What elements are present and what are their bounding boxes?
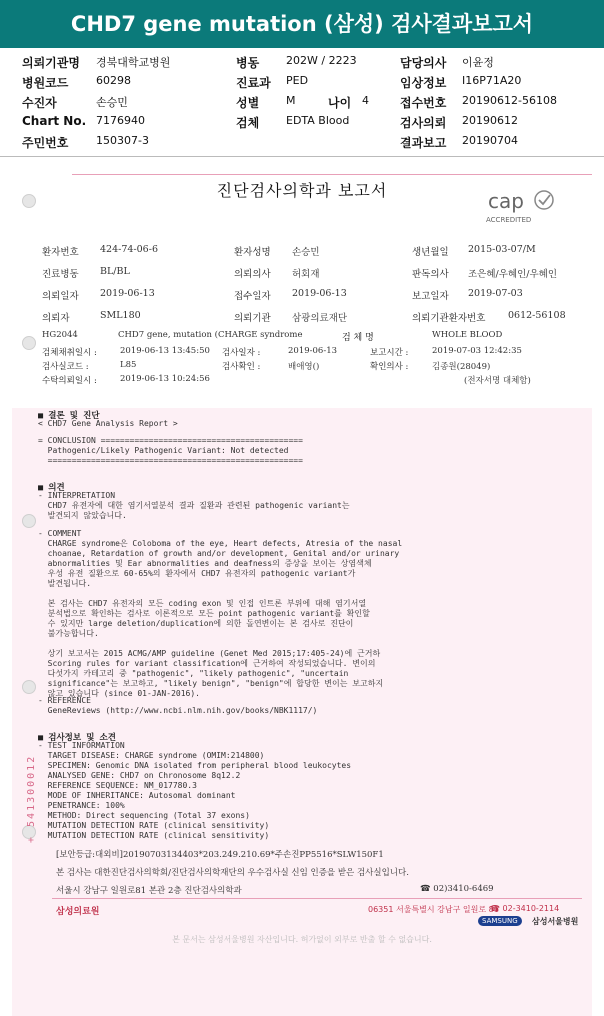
grid-value: 허회재	[292, 269, 320, 280]
label-result-date: 결과보고	[400, 136, 447, 150]
brand-footer	[12, 898, 592, 926]
grid-value: 삼광의료재단	[292, 313, 348, 324]
meta-label: 검사일자 :	[222, 348, 261, 358]
label-resident-no: 주민번호	[22, 136, 69, 150]
meta-label: 검사실코드 :	[42, 362, 89, 372]
value-sex: M	[286, 94, 296, 107]
meta-value: 2019-07-03 12:42:35	[432, 346, 522, 356]
header-divider	[0, 156, 604, 157]
comment-block: - COMMENT CHARGE syndrome은 Coloboma of the eye, Heart defects, Atresia of the nasal choanae, Retardation of growth and/or development, Genital and/or urinary abnormalities 및 Ear abnormalities and deafness의 증상을 보이는 상염색체 우성 유전 질환으로 60-65%의 환자에서 CHD7 유전자의 pathogenic variant가 발견됩니다. 본 검사는 CHD7 유전자의 모든 coding exon 및 인접 인트론 부위에 대해 염기서열 분석법으로 확인하는 검사로 이론적으로 모든 point pathogenic variant를 확인할 수 있지만 large deletion/duplication에 의한 돌연변이는 본 검사로 진단이 불가능합니다. 상기 보고서는 2015 ACMG/AMP guideline (Genet Med 2015;17:405-24)에 근거하 Scoring rules for variant classification에 근거하여 작성되었습니다. 변이의 다섯가지 카테고리 중 "pathogenic", "likely pathogenic", "uncertain significance"는 보고하고, "likely benign", "benign"에 합당한 변이는 보고하지 않고 있습니다 (since 01-JAN-2016).	[38, 529, 403, 698]
samsung-logo: SAMSUNG	[478, 916, 522, 926]
label-clinical-info: 임상정보	[400, 76, 447, 90]
test-name: CHD7 gene, mutation (CHARGE syndrome	[118, 330, 303, 340]
header-row-2	[0, 74, 604, 93]
value-institution: 경북대학교병원	[96, 56, 171, 69]
grid-value: 424-74-06-6	[100, 244, 158, 255]
conclusion-block: = CONCLUSION ========================================== Pathogenic/Likely Pathogenic Variant: Not detected =====================================================	[38, 436, 303, 465]
section-conclusion-heading: ■ 결론 및 진단	[38, 411, 100, 421]
grid-label: 의뢰일자	[42, 291, 79, 302]
svg-text:ACCREDITED: ACCREDITED	[486, 216, 532, 224]
grid-label: 환자번호	[42, 247, 79, 258]
header-row-5	[0, 134, 604, 153]
label-age: 나이	[328, 96, 352, 110]
specimen-label: 검 체 명	[342, 333, 374, 343]
label-institution: 의뢰기관명	[22, 56, 80, 70]
header-row-3	[0, 94, 604, 113]
report-title-banner: CHD7 gene mutation (삼성) 검사결과보고서	[0, 0, 604, 48]
value-chart-no: 7176940	[96, 114, 145, 127]
label-chart-no: Chart No.	[22, 114, 87, 128]
grid-label: 환자성명	[234, 247, 271, 258]
meta-value: 2019-06-13 13:45:50	[120, 346, 210, 356]
grid-label: 의뢰자	[42, 313, 70, 324]
confidential-watermark: 본 문서는 삼성서울병원 자산입니다. 허가없이 외부로 반출 할 수 없습니다.	[172, 935, 432, 944]
punch-hole	[22, 680, 36, 694]
grid-label: 접수일자	[234, 291, 271, 302]
meta-label: 수탁의뢰일시 :	[42, 376, 97, 386]
value-ward: 202W / 2223	[286, 54, 357, 67]
report-heading: 진단검사의학과 보고서	[216, 181, 388, 200]
security-line: [보안등급:대외비]20190703134403*203.249.210.69*주손진PP5516*SLW150F1	[56, 850, 384, 860]
brand-right-logo: 삼성서울병원	[532, 917, 579, 926]
punch-hole	[22, 514, 36, 528]
header-row-1	[0, 54, 604, 73]
value-doctor: 이윤정	[462, 56, 494, 69]
grid-value: 2015-03-07/M	[468, 244, 536, 255]
value-result-date: 20190704	[462, 134, 518, 147]
grid-label: 의뢰기관환자번호	[412, 313, 486, 324]
value-patient: 손승민	[96, 96, 128, 109]
testinfo-block: - TEST INFORMATION TARGET DISEASE: CHARGE syndrome (OMIM:214800) SPECIMEN: Genomic DNA isolated from peripheral blood leukocytes ANALYSED GENE: CHD7 on Chronosome 8q12.2 REFERENCE SEQUENCE: NM_017780.3 MODE OF INHERITANCE: Autosomal dominant PENETRANCE: 100% METHOD: Direct sequencing (Total 37 exons) MUTATION DETECTION RATE (clinical sensitivity) MUTATION DETECTION RATE (clinical sensitivity)	[38, 741, 352, 840]
header-row-4	[0, 114, 604, 133]
grid-value: 2019-07-03	[468, 288, 523, 299]
meta-value: 김종원(28049)	[432, 362, 491, 372]
meta-value: L85	[120, 360, 137, 370]
label-accession: 접수번호	[400, 96, 447, 110]
brand-left-logo: 삼성의료원	[56, 907, 100, 917]
meta-label: 검사확인 :	[222, 362, 261, 372]
value-resident-no: 150307-3	[96, 134, 149, 147]
svg-text:cap: cap	[488, 189, 524, 213]
grid-value: 2019-06-13	[292, 288, 347, 299]
grid-value: BL/BL	[100, 266, 130, 277]
grid-label: 의뢰의사	[234, 269, 271, 280]
grid-value: 조은혜/우혜인/우혜인	[468, 269, 557, 280]
reference-block: - REFERENCE GeneReviews (http://www.ncbi.nlm.nih.gov/books/NBK1117/)	[38, 696, 318, 715]
label-doctor: 담당의사	[400, 56, 447, 70]
interpretation-block: - INTERPRETATION CHD7 유전자에 대한 염기서열분석 결과 질환과 관련된 pathogenic variant는 발견되지 않았습니다.	[38, 491, 350, 520]
punch-hole	[22, 336, 36, 350]
value-age: 4	[362, 94, 369, 107]
label-ward: 병동	[236, 56, 260, 70]
meta-label: 검체채취일시 :	[42, 348, 97, 358]
grid-value: SML180	[100, 310, 141, 321]
lab-phone: ☎ 02)3410-6469	[420, 884, 494, 894]
meta-label: 확인의사 :	[370, 362, 409, 372]
esign-note: (전자서명 대체함)	[464, 376, 531, 386]
label-department: 진료과	[236, 76, 271, 90]
grid-label: 보고일자	[412, 291, 449, 302]
grid-value: 손승민	[292, 247, 320, 258]
section-testinfo-heading: ■ 검사정보 및 소견	[38, 733, 116, 743]
meta-value: 2019-06-13	[288, 346, 338, 356]
meta-value: 2019-06-13 10:24:56	[120, 374, 210, 384]
grid-value: 0612-56108	[508, 310, 566, 321]
value-department: PED	[286, 74, 309, 87]
side-serial-number: + 541300012	[26, 754, 37, 843]
grid-label: 판독의사	[412, 269, 449, 280]
punch-hole	[22, 194, 36, 208]
accreditation-notice: 본 검사는 대한진단검사의학회/진단검사의학재단의 우수검사실 신임 인증을 받은 검사실입니다.	[56, 868, 409, 878]
meta-label: 보고시간 :	[370, 348, 409, 358]
brand-address: 06351 서울특별시 강남구 일원로 81	[368, 905, 499, 914]
footer-rule	[52, 898, 582, 899]
top-pink-rule	[72, 174, 592, 175]
value-clinical-info: I16P71A20	[462, 74, 522, 87]
value-specimen: EDTA Blood	[286, 114, 350, 127]
report-name: < CHD7 Gene Analysis Report >	[38, 419, 178, 428]
scanned-report	[12, 168, 592, 953]
section-opinion-heading: ■ 의견	[38, 483, 65, 493]
grid-label: 생년월일	[412, 247, 449, 258]
label-specimen: 검체	[236, 116, 260, 130]
specimen-value: WHOLE BLOOD	[432, 330, 503, 340]
label-request-date: 검사의뢰	[400, 116, 447, 130]
value-request-date: 20190612	[462, 114, 518, 127]
label-sex: 성별	[236, 96, 260, 110]
value-hospital-code: 60298	[96, 74, 131, 87]
test-code: HG2044	[42, 330, 78, 340]
cap-accredited-logo	[482, 186, 562, 226]
lab-address: 서울시 강남구 일원로81 본관 2층 진단검사의학과	[56, 886, 242, 896]
grid-label: 의뢰기관	[234, 313, 271, 324]
value-accession: 20190612-56108	[462, 94, 557, 107]
brand-phone: ☎ 02-3410-2114	[490, 904, 560, 913]
label-patient: 수진자	[22, 96, 57, 110]
request-header	[0, 52, 604, 152]
grid-value: 2019-06-13	[100, 288, 155, 299]
meta-value: 배애영()	[288, 362, 320, 372]
grid-label: 진료병동	[42, 269, 79, 280]
label-hospital-code: 병원코드	[22, 76, 69, 90]
